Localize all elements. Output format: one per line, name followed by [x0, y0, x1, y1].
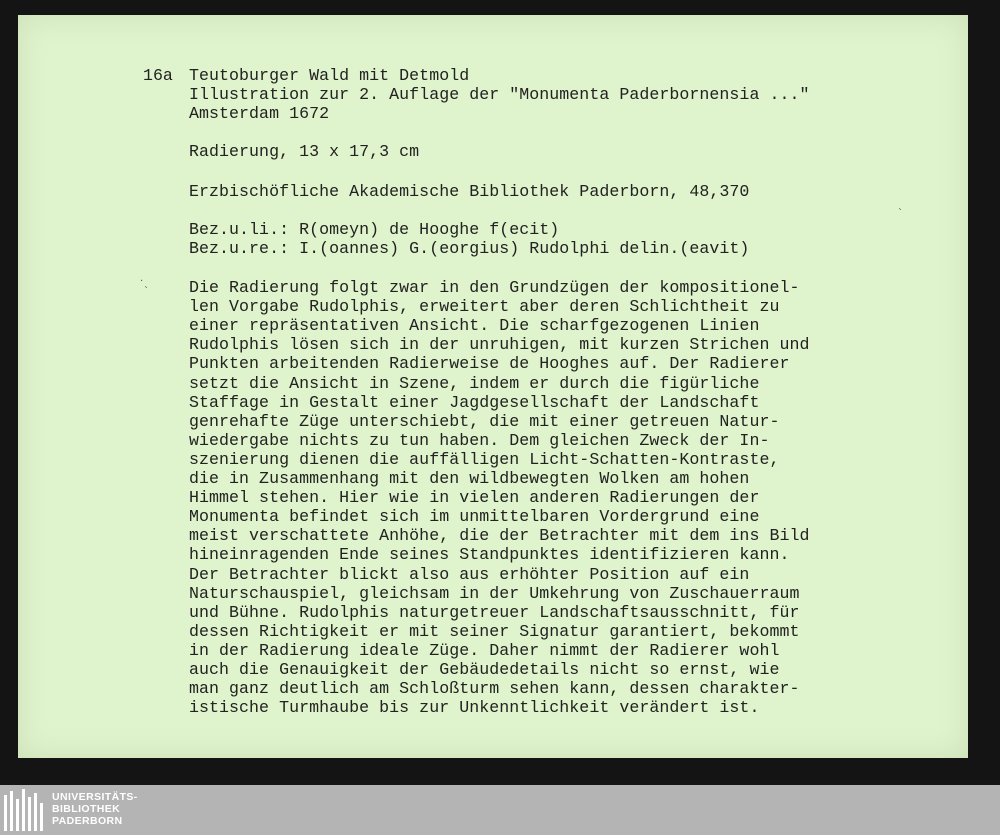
description-line: dessen Richtigkeit er mit seiner Signatur garantiert, bekommt	[189, 621, 800, 641]
library-logo-icon	[4, 789, 44, 831]
description-line: szenierung dienen die auffälligen Licht-Schatten-Kontraste,	[189, 449, 780, 469]
description-line: meist verschattete Anhöhe, die der Betrachter mit dem ins Bild	[189, 526, 810, 546]
illustration-line: Illustration zur 2. Auflage der "Monumenta Paderbornensia ..."	[189, 85, 810, 104]
description-line: Der Betrachter blickt also aus erhöhter Position auf ein	[189, 564, 750, 584]
place-date-line: Amsterdam 1672	[189, 104, 330, 123]
paper-speck: .	[140, 273, 144, 284]
description-line: hineinragenden Ende seines Standpunktes identifizieren kann.	[189, 545, 790, 565]
description-line: genrehafte Züge unterschiebt, die mit einer getreuen Natur-	[189, 411, 780, 431]
description-line: man ganz deutlich am Schloßturm sehen kann, dessen charakter-	[189, 679, 800, 699]
description-line: die in Zusammenhang mit den wildbewegten Wolken am hohen	[189, 469, 750, 488]
library-name-line: PADERBORN	[52, 815, 123, 827]
paper-speck: `	[898, 208, 903, 219]
description-line: Naturschauspiel, gleichsam in der Umkehrung von Zuschauerraum	[189, 583, 800, 603]
description-line: Rudolphis lösen sich in der unruhigen, mit kurzen Strichen und	[189, 335, 810, 355]
description-line: setzt die Ansicht in Szene, indem er durch die figürliche	[189, 373, 760, 393]
catalog-card	[18, 15, 968, 758]
description-line: Staffage in Gestalt einer Jagdgesellschaft der Landschaft	[189, 392, 760, 412]
inscription-right: Bez.u.re.: I.(oannes) G.(eorgius) Rudolphi delin.(eavit)	[189, 239, 750, 258]
technique-line: Radierung, 13 x 17,3 cm	[189, 142, 420, 161]
library-name-line: UNIVERSITÄTS-	[52, 791, 138, 803]
description-line: Himmel stehen. Hier wie in vielen anderen Radierungen der	[189, 488, 760, 508]
description-line: Monumenta befindet sich im unmittelbaren Vordergrund eine	[189, 507, 760, 527]
catalog-number: 16a	[143, 66, 173, 85]
paper-speck: `	[144, 286, 149, 297]
description-line: auch die Genauigkeit der Gebäudedetails nicht so ernst, wie	[189, 660, 780, 679]
description-line: istische Turmhaube bis zur Unkenntlichkeit verändert ist.	[189, 698, 760, 718]
description-line: und Bühne. Rudolphis naturgetreuer Landschaftsausschnitt, für	[189, 602, 800, 622]
title-line: Teutoburger Wald mit Detmold	[189, 66, 470, 85]
inscription-left: Bez.u.li.: R(omeyn) de Hooghe f(ecit)	[189, 220, 560, 239]
description-line: Punkten arbeitenden Radierweise de Hooghes auf. Der Radierer	[189, 354, 790, 374]
description-line: Die Radierung folgt zwar in den Grundzügen der kompositionel-	[189, 278, 800, 297]
description-line: len Vorgabe Rudolphis, erweitert aber deren Schlichtheit zu	[189, 297, 780, 317]
description-line: einer repräsentativen Ansicht. Die scharfgezogenen Linien	[189, 316, 760, 336]
library-name-line: BIBLIOTHEK	[52, 803, 121, 815]
description-line: in der Radierung ideale Züge. Daher nimmt der Radierer wohl	[189, 640, 780, 660]
description-line: wiedergabe nichts zu tun haben. Dem gleichen Zweck der In-	[189, 430, 770, 450]
collection-line: Erzbischöfliche Akademische Bibliothek Paderborn, 48,370	[189, 182, 750, 201]
library-footer	[0, 785, 1000, 835]
